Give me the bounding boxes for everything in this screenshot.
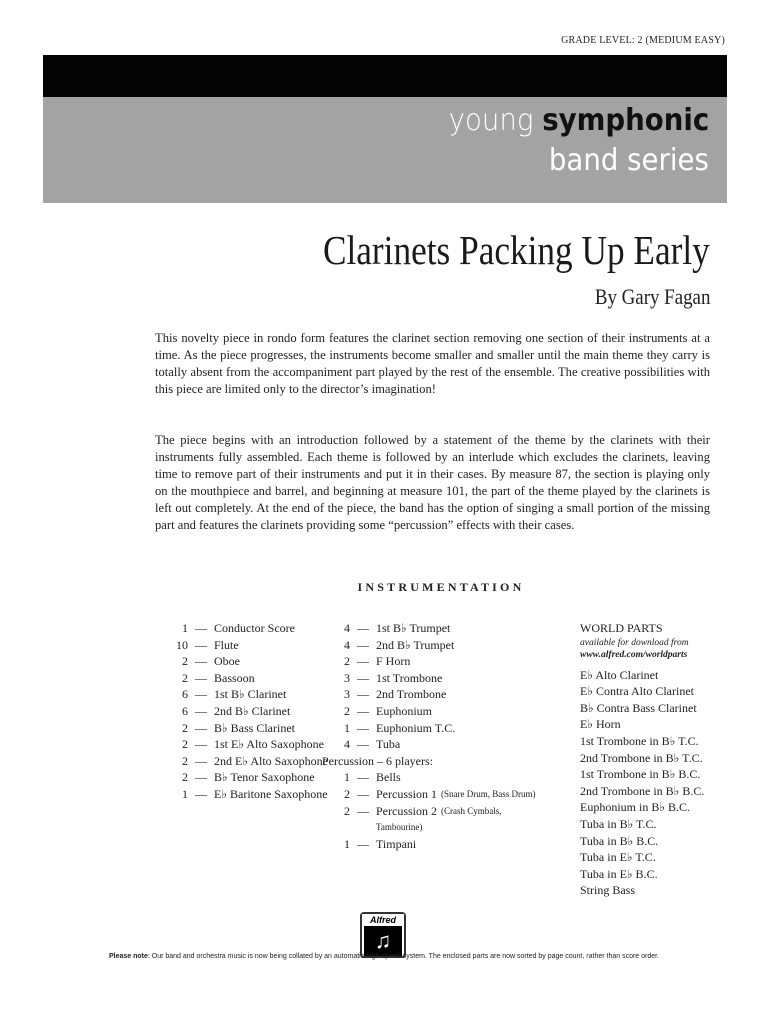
dash: — — [357, 621, 369, 635]
instrument-name: Timpani — [376, 836, 417, 851]
dash: — — [357, 836, 369, 851]
instrument-row — [160, 703, 328, 720]
instrument-count: 1 — [344, 836, 350, 851]
dash: — — [195, 786, 207, 801]
instrument-row — [322, 819, 535, 836]
dash: — — [195, 720, 207, 735]
instrument-list-brass-percussion — [322, 620, 535, 852]
logo-text: Alfred — [362, 914, 404, 926]
world-part-item: E♭ Contra Alto Clarinet — [580, 684, 694, 699]
instrument-count: 2 — [182, 670, 188, 685]
grade-level: GRADE LEVEL: 2 (MEDIUM EASY) — [561, 35, 725, 46]
dash: — — [357, 803, 369, 818]
instrument-count: 10 — [176, 637, 188, 652]
world-part-item: 2nd Trombone in B♭ B.C. — [580, 783, 705, 798]
instrument-row — [160, 653, 328, 670]
instrument-row — [322, 836, 535, 853]
instrument-name: Bassoon — [214, 670, 255, 685]
instrument-name: F Horn — [376, 654, 411, 669]
world-part-item: Tuba in E♭ T.C. — [580, 850, 656, 865]
instrument-count: 1 — [182, 786, 188, 801]
instrument-row — [160, 786, 328, 803]
world-parts-list — [580, 620, 704, 899]
piece-title: Clarinets Packing Up Early — [323, 227, 710, 273]
instrument-name: 1st Trombone — [376, 670, 443, 685]
instrument-row — [160, 686, 328, 703]
dash — [350, 819, 376, 836]
instrument-name: 2nd Trombone — [376, 687, 447, 702]
instrument-note: (Crash Cymbals, — [441, 805, 502, 816]
world-part-item: B♭ Contra Bass Clarinet — [580, 700, 697, 715]
instrument-name: B♭ Tenor Saxophone — [214, 770, 315, 785]
world-part-item: 2nd Trombone in B♭ T.C. — [580, 750, 703, 765]
instrument-row — [322, 686, 535, 703]
instrumentation-heading: INSTRUMENTATION — [357, 580, 525, 594]
instrument-count: 2 — [344, 803, 350, 818]
world-part-item: Tuba in E♭ B.C. — [580, 866, 658, 881]
instrument-count: 4 — [344, 637, 350, 652]
dash: — — [357, 737, 369, 752]
instrument-name: Oboe — [214, 654, 240, 669]
dash: — — [195, 654, 207, 669]
series-banner — [43, 97, 727, 203]
dash: — — [195, 737, 207, 752]
instrument-row — [160, 637, 328, 654]
description-paragraph-2: The piece begins with an introduction followed by a statement of the theme by the clarinets with their instruments fully assembled. Each theme is followed by an interlude which excludes the clarinets, leaving time to remove part of their instruments and put it in their cases. By measure 87, the section is playing only on the mouthpiece and barrel, and beginning at measure 101, the part of the theme played by the clarinets is left out completely. At the end of the piece, the band has the option of singing a small portion of the missing part and features the clarinets providing some “percussion” effects with their cases. — [155, 433, 710, 532]
instrument-count: 4 — [344, 737, 350, 752]
dash: — — [195, 670, 207, 685]
instrument-note: (Snare Drum, Bass Drum) — [441, 788, 536, 799]
world-parts-title: WORLD PARTS — [580, 621, 663, 635]
instrument-name: Percussion 1 — [376, 786, 437, 801]
instrument-count: 2 — [344, 703, 350, 718]
logo-mark-icon: ♫ — [364, 926, 402, 956]
instrument-row — [160, 620, 328, 637]
instrument-note: Tambourine) — [376, 822, 423, 833]
dash: — — [195, 703, 207, 718]
description-paragraph-1: This novelty piece in rondo form features the clarinet section removing one section of their instruments at a time. As the piece progresses, the instruments become smaller and smaller until the main theme they carry is totally absent from the accompaniment part played by the rest of the ensemble. The creative possibilities with this piece are limited only to the director’s imagination! — [155, 331, 710, 396]
instrument-name: Euphonium — [376, 703, 432, 718]
instrument-row — [322, 786, 535, 803]
dash: — — [195, 770, 207, 785]
world-part-item: Tuba in B♭ B.C. — [580, 833, 659, 848]
world-parts-link[interactable]: www.alfred.com/worldparts — [580, 649, 688, 660]
dash: — — [195, 621, 207, 635]
alfred-logo — [360, 912, 406, 958]
world-part-item: E♭ Horn — [580, 717, 621, 732]
instrument-name: 2nd E♭ Alto Saxophone — [214, 753, 328, 768]
instrument-count: 2 — [182, 737, 188, 752]
series-line-2: band series — [549, 143, 709, 178]
series-symphonic: symphonic — [541, 103, 709, 138]
instrument-row — [160, 736, 328, 753]
footer-note-label: Please note — [108, 953, 148, 960]
series-line-1 — [448, 103, 709, 138]
instrument-row — [322, 653, 535, 670]
instrument-row — [322, 620, 535, 637]
instrument-count: 1 — [344, 720, 350, 735]
instrument-count: 1 — [344, 770, 350, 785]
instrument-count: 2 — [182, 753, 188, 768]
instrument-name: E♭ Baritone Saxophone — [214, 786, 328, 801]
dash: — — [357, 637, 369, 652]
instrument-row — [322, 736, 535, 753]
instrument-row — [322, 670, 535, 687]
instrument-row — [160, 753, 328, 770]
series-young: young — [448, 103, 542, 138]
world-part-item: Euphonium in B♭ B.C. — [580, 800, 691, 815]
instrument-name: Euphonium T.C. — [376, 720, 456, 735]
dash: — — [357, 770, 369, 785]
world-part-item: E♭ Alto Clarinet — [580, 667, 659, 682]
instrument-count: 6 — [182, 703, 188, 718]
instrument-count: 6 — [182, 687, 188, 702]
world-part-item: 1st Trombone in B♭ B.C. — [580, 767, 701, 782]
dash: — — [357, 687, 369, 702]
instrument-name: Conductor Score — [214, 621, 295, 635]
header-black-bar — [43, 55, 727, 97]
instrument-name: Bells — [376, 770, 401, 785]
instrument-row — [322, 720, 535, 737]
instrument-count: 2 — [344, 654, 350, 669]
instrument-count: 2 — [344, 786, 350, 801]
percussion-label: Percussion – 6 players: — [322, 753, 433, 768]
world-parts-subtitle: available for download from — [580, 637, 689, 648]
instrument-name: Tuba — [376, 737, 401, 752]
instrument-row — [160, 720, 328, 737]
dash: — — [195, 753, 207, 768]
instrument-count: 3 — [344, 687, 350, 702]
instrument-row — [160, 670, 328, 687]
footer-note — [0, 953, 768, 960]
instrument-count: 2 — [182, 654, 188, 669]
world-part-item: String Bass — [580, 883, 636, 898]
instrument-row — [322, 803, 535, 820]
instrument-name: 2nd B♭ Trumpet — [376, 637, 455, 652]
instrument-count: 1 — [182, 621, 188, 635]
instrument-name: Flute — [214, 637, 239, 652]
footer-note-text: : Our band and orchestra music is now being collated by an automatic high-speed system. The enclosed parts are now sorted by page count, rather than score order. — [147, 953, 660, 960]
instrument-count: 2 — [182, 770, 188, 785]
dash: — — [357, 703, 369, 718]
instrument-name: 2nd B♭ Clarinet — [214, 703, 291, 718]
world-part-item: Tuba in B♭ T.C. — [580, 816, 657, 831]
dash: — — [357, 654, 369, 669]
dash: — — [357, 720, 369, 735]
instrument-row — [322, 769, 535, 786]
instrument-row — [322, 703, 535, 720]
instrument-row — [322, 637, 535, 654]
instrument-name: 1st E♭ Alto Saxophone — [214, 737, 324, 752]
world-part-item: 1st Trombone in B♭ T.C. — [580, 733, 699, 748]
instrument-row — [160, 769, 328, 786]
instrument-count: 2 — [182, 720, 188, 735]
dash: — — [195, 687, 207, 702]
dash: — — [195, 637, 207, 652]
instrument-name: B♭ Bass Clarinet — [214, 720, 295, 735]
dash: — — [357, 670, 369, 685]
instrument-name: 1st B♭ Clarinet — [214, 687, 287, 702]
instrument-name: Percussion 2 — [376, 803, 437, 818]
dash: — — [357, 786, 369, 801]
instrument-name: 1st B♭ Trumpet — [376, 621, 451, 635]
instrument-list-woodwinds — [160, 620, 328, 803]
instrument-count — [322, 819, 350, 836]
instrument-count: 4 — [344, 621, 350, 635]
instrument-count: 3 — [344, 670, 350, 685]
composer: By Gary Fagan — [594, 284, 710, 309]
